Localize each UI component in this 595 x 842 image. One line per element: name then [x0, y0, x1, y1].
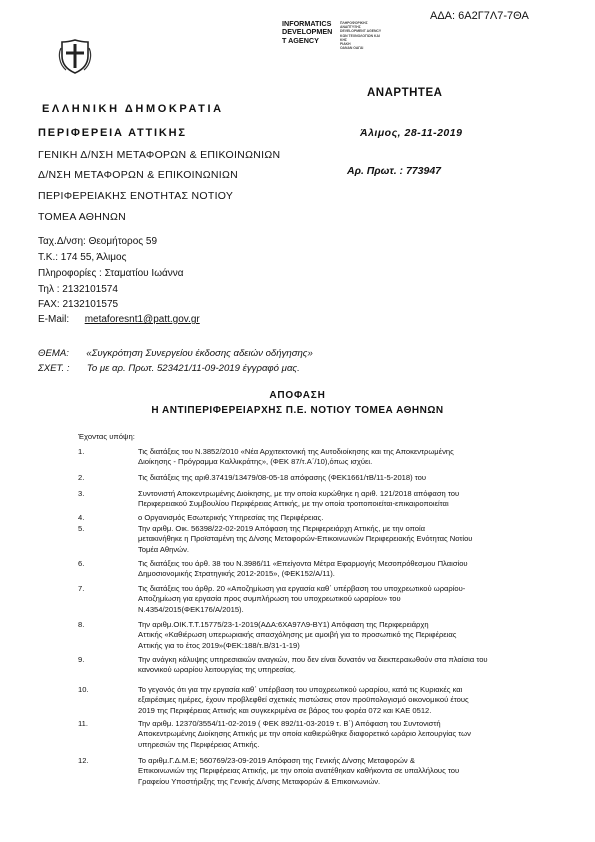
subject-text: «Συγκρότηση Συνεργείου έκδοσης αδειών οδήγησης» — [86, 348, 313, 359]
publishable-label: ΑΝΑΡΤΗΤΕΑ — [367, 87, 443, 99]
consideration-text-line: 2019 της Περιφέρειας Αττικής και συγκεκριμένα σε βάρος του φορέα 072 και ΚΑΕ 0512. — [138, 705, 432, 715]
consideration-text-line: εξαιρέσιμες ημέρες, έχουν προβλεφθεί σχετικές πιστώσεις στον προϋπολογισμό οικονομικού έτους — [138, 695, 469, 705]
considering-intro: Έχοντας υπόψη: — [78, 432, 135, 441]
consideration-number: 7. — [78, 584, 85, 593]
consideration-text-line: υπηρεσιών της Περιφέρειας Αττικής. — [138, 739, 260, 749]
greek-emblem-icon — [58, 38, 92, 74]
consideration-text-line: Τις διατάξεις της αριθ.37419/13479/08-05-18 απόφασης (ΦΕΚ1661/τΒ/11-5-2018) του — [138, 473, 427, 482]
consideration-text-line: Αποκεντρωμένης Διοίκησης Αττικής με την οποία καθιερώθηκε διαφορετικό ωράριο λειτουργίας των — [138, 729, 471, 739]
reference-text: Το με αρ. Πρωτ. 523421/11-09-2019 έγγραφό μας. — [86, 363, 300, 374]
consideration-number: 4. — [78, 513, 85, 522]
document-date: Άλιμος, 28-11-2019 — [360, 127, 463, 139]
regional-unit: ΠΕΡΙΦΕΡΕΙΑΚΗΣ ΕΝΟΤΗΤΑΣ ΝΟΤΙΟΥ — [38, 190, 234, 202]
consideration-text-line: Ν.4354/2015(ΦΕΚ176/Α/2015). — [138, 604, 244, 614]
consideration-text-line: Αττικής «Καθιέρωση υπερωριακής απασχόλησης με αμοιβή για το προσωπικό της Περιφέρειας — [138, 630, 457, 640]
consideration-text-line: Την αριθμ. Οικ. 56398/22-02-2019 Απόφαση της Περιφερειάρχη Αττικής, με την οποία — [138, 524, 426, 533]
consideration-text-line: Την ανάγκη κάλυψης υπηρεσιακών αναγκών, που δεν είναι δυνατόν να διεκπεραιωθούν στα πλαίσια του — [138, 655, 488, 664]
reference-label: ΣΧΕΤ. : — [38, 363, 70, 374]
consideration-number: 11. — [78, 719, 88, 728]
consideration-text-line: μετακινήθηκε η Προϊσταμένη της Δ/νσης Μεταφορών-Επικοινωνιών Περιφερειακής Ενότητας Νοτίου — [138, 534, 473, 544]
consideration-number: 9. — [78, 655, 85, 664]
decision-authority: Η ΑΝΤΙΠΕΡΙΦΕΡΕΙΑΡΧΗΣ Π.Ε. ΝΟΤΙΟΥ ΤΟΜΕΑ ΑΘΗΝΩΝ — [151, 405, 444, 416]
reference-row — [38, 363, 300, 374]
consideration-text-line: Τις διατάξεις του άρθρ. 20 «Αποζημίωση για εργασία καθ΄ υπέρβαση του υποχρεωτικού ωραρίου- — [138, 584, 466, 593]
consideration-text-line: Αποζημίωση για εργασία προς συμπλήρωση του υποχρεωτικού ωραρίου» του — [138, 594, 401, 604]
address-phone: Τηλ : 2132101574 — [38, 284, 118, 295]
consideration-text-line: Την αριθμ.ΟΙΚ.Τ.Τ.15775/23-1-2019(ΑΔΑ:6ΧΑ97Λ9-ΒΥ1) Απόφαση της Περιφερειάρχη — [138, 620, 429, 629]
address-email-row — [38, 312, 200, 328]
consideration-text-line: Δημοσιονομικής Στρατηγικής 2012-2015», (ΦΕΚ152/Α/11). — [138, 569, 335, 579]
consideration-text-line: ο Οργανισμός Εσωτερικής Υπηρεσίας της Περιφέρειας. — [138, 513, 324, 522]
consideration-text-line: Αττικής για το έτος 2019»(ΦΕΚ:188/τ.Β/31-1-19) — [138, 640, 300, 650]
region-heading: ΠΕΡΙΦΕΡΕΙΑ ΑΤΤΙΚΗΣ — [38, 127, 187, 139]
sector-name: ΤΟΜΕΑ ΑΘΗΝΩΝ — [38, 211, 127, 223]
decision-title: ΑΠΟΦΑΣΗ — [269, 390, 326, 401]
consideration-text-line: Περιφερειακού Συμβουλίου Περιφέρειας Αττικής, με την οποία τροποποιείται-επικαιροποιείται — [138, 499, 449, 509]
consideration-number: 12. — [78, 756, 89, 765]
consideration-number: 3. — [78, 489, 85, 498]
consideration-text-line: Το αριθμ.Γ.Δ.Μ.Ε; 560769/23-09-2019 Απόφαση της Γενικής Δ/νσης Μεταφορών & — [138, 756, 415, 765]
republic-heading: ΕΛΛΗΝΙΚΗ ΔΗΜΟΚΡΑΤΙΑ — [42, 103, 224, 115]
consideration-number: 8. — [78, 620, 85, 629]
consideration-number: 1. — [78, 447, 85, 456]
ada-code: ΑΔΑ: 6Α2Γ7Λ7-7ΘΑ — [430, 10, 529, 22]
address-fax: FAX: 2132101575 — [38, 299, 119, 310]
consideration-text-line: Τομέα Αθηνών. — [138, 544, 190, 554]
consideration-text-line: Διοίκησης - Πρόγραμμα Καλλικράτης», (ΦΕΚ 87/τ.Α΄/10),όπως ισχύει. — [138, 457, 373, 467]
consideration-number: 5. — [78, 524, 85, 533]
email-label: E-Mail: — [38, 314, 70, 325]
subject-label: ΘΕΜΑ: — [38, 348, 69, 359]
general-department: ΓΕΝΙΚΗ Δ/ΝΣΗ ΜΕΤΑΦΟΡΩΝ & ΕΠΙΚΟΙΝΩΝΙΩΝ — [38, 149, 281, 161]
consideration-text-line: Τις διατάξεις του Ν.3852/2010 «Νέα Αρχιτεκτονική της Αυτοδιοίκησης και της Αποκεντρωμένης — [138, 447, 454, 456]
email-link[interactable]: metaforesnt1@patt.gov.gr — [84, 314, 200, 325]
protocol-number: Αρ. Πρωτ. : 773947 — [347, 165, 442, 177]
consideration-number: 10. — [78, 685, 89, 694]
consideration-text-line: Γραφείου Υποστήριξης της Γενικής Δ/νσης Μεταφορών & Επικοινωνιών. — [138, 776, 381, 786]
diavgeia-logo-small-text: ΠΛΗΡΟΦΟΡΙΚΗΣ ΑΝΑΠΤΥΞΗΣ DEVELOPMENT AGENCY ΚΩΝ ΤΕΧΝΟΛΟΓΙΩΝ ΚΑΙ ΚΗΣ ΡΙΑΚΗ ΟΑΝΑΝ ΟΑΓΑΙ — [340, 21, 382, 51]
consideration-number: 2. — [78, 473, 85, 482]
consideration-text-line: Την αριθμ. 12370/3554/11-02-2019 ( ΦΕΚ 892/11-03-2019 τ. Β΄) Απόφαση του Συντονιστή — [138, 719, 441, 728]
consideration-number: 6. — [78, 559, 85, 568]
address-postal: Τ.Κ.: 174 55, Άλιμος — [38, 252, 127, 263]
address-street: Ταχ.Δ/νση: Θεομήτορος 59 — [38, 236, 158, 247]
consideration-text-line: Τις διατάξεις του άρθ. 38 του Ν.3986/11 «Επείγοντα Μέτρα Εφαρμογής Μεσοπρόθεσμου Πλαισίου — [138, 559, 468, 568]
consideration-text-line: κανονικού ωραρίου λειτουργίας της υπηρεσίας. — [138, 665, 296, 675]
consideration-text-line: Το γεγονός ότι για την εργασία καθ΄ υπέρβαση του υποχρεωτικού ωραρίου, κατά τις Κυριακές και — [138, 685, 463, 694]
subject-row — [38, 348, 313, 359]
diavgeia-logo-text: INFORMATICS DEVELOPMEN T AGENCY — [282, 19, 333, 45]
address-info: Πληροφορίες : Σταματίου Ιωάννα — [38, 268, 184, 279]
department: Δ/ΝΣΗ ΜΕΤΑΦΟΡΩΝ & ΕΠΙΚΟΙΝΩΝΙΩΝ — [38, 169, 239, 181]
consideration-text-line: Συντονιστή Αποκεντρωμένης Διοίκησης, με την οποία κυρώθηκε η αριθ. 121/2018 απόφαση του — [138, 489, 460, 498]
consideration-text-line: Επικοινωνιών της Περιφέρειας Αττικής, με την οποία ανατέθηκαν καθήκοντα σε υπαλλήλους του — [138, 766, 460, 776]
